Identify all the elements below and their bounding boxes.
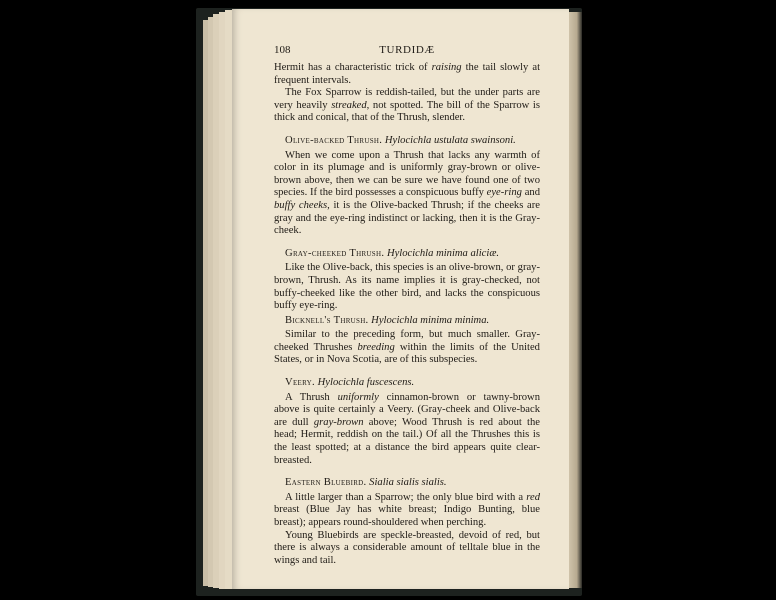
paragraph: A little larger than a Sparrow; the only blue bird with a red breast (Blue Jay has white breast; Indigo Bunting, blue breast); appears round-shouldered when perching. (274, 491, 540, 528)
page-number: 108 (274, 44, 291, 56)
paragraph: Like the Olive-back, this species is an olive-brown, or gray-brown, Thrush. As its name implies it is gray-checked, not buffy-cheeked like the other bird, and lacks the conspicuous buffy eye-ring. (274, 262, 540, 312)
paragraph: A Thrush uniformly cinnamon-brown or tawny-brown above is quite certainly a Veery. (Gray-cheek and Olive-back are dull gray-brown above; Wood Thrush is red about the head; Hermit, reddish on the tail.) Of all the Thrushes this is the least spotted; at a distance the bird appears quite clear-breasted. (274, 391, 540, 466)
page-fold (569, 12, 582, 588)
species-entry-olive-backed (274, 135, 540, 238)
paragraph: Similar to the preceding form, but much smaller. Gray-cheeked Thrushes breeding within the limits of the United States, or in Nova Scotia, are of this subspecies. (274, 329, 540, 366)
page-text (274, 44, 540, 567)
species-heading: Olive-backed Thrush. Hylocichla ustulata swainsoni. (285, 134, 516, 146)
species-heading: Gray-cheeked Thrush. Hylocichla minima aliciæ. (285, 247, 500, 259)
species-entry-bluebird (274, 477, 540, 567)
running-title: TURDIDÆ (379, 44, 435, 56)
paragraph: Young Bluebirds are speckle-breasted, devoid of red, but there is always a considerable amount of telltale blue in the wings and tail. (274, 529, 540, 566)
paragraph: The Fox Sparrow is reddish-tailed, but the under parts are very heavily streaked, not spotted. The bill of the Sparrow is thick and conical, that of the Thrush, slender. (274, 87, 540, 124)
species-entry-veery (274, 377, 540, 467)
species-heading: Bicknell's Thrush. Hylocichla minima minima. (285, 314, 490, 326)
species-heading: Eastern Bluebird. Sialia sialis sialis. (285, 477, 447, 489)
paragraph: Hermit has a characteristic trick of raising the tail slowly at frequent intervals. (274, 62, 541, 86)
paragraph: When we come upon a Thrush that lacks any warmth of color in its plumage and is uniformly gray-brown or olive-brown above, then we can be sure we have found one of two species. If the bird possesses a conspicuous buffy eye-ring and buffy cheeks, it is the Olive-backed Thrush; if the cheeks are gray and the eye-ring indistinct or lacking, then it is the Gray-cheek. (274, 149, 540, 237)
species-entry-gray-cheeked (274, 248, 540, 313)
page-header (274, 44, 540, 62)
species-heading: Veery. Hylocichla fuscescens. (285, 377, 415, 389)
species-entry-bicknells (274, 315, 540, 367)
